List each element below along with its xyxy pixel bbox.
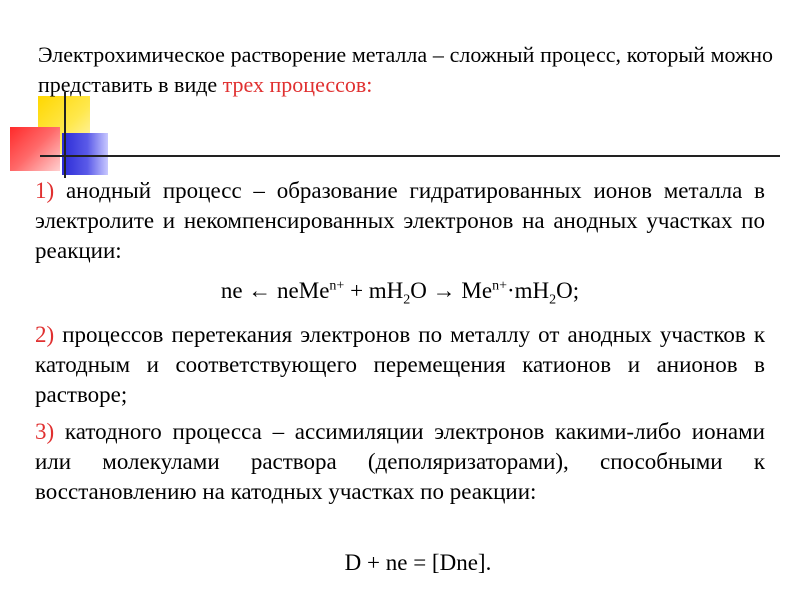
eq1-sub: 2 [549, 292, 557, 308]
intro-text: Электрохимическое растворение металла – сложный процесс, который можно представить в виде [38, 42, 773, 97]
equation-anodic [0, 276, 800, 306]
decor-vertical-line [64, 92, 66, 178]
eq1-part: ·mH [506, 278, 550, 303]
decor-blue-square [62, 133, 108, 175]
eq1-sup: n+ [492, 278, 507, 294]
eq1-part: + mH [344, 278, 404, 303]
item-3-paragraph [35, 417, 765, 507]
eq1-sub: 2 [403, 292, 411, 308]
intro-highlight: трех процессов: [222, 72, 373, 97]
item-3-number: 3) [35, 419, 55, 444]
item-1-paragraph [35, 176, 765, 266]
item-3-text: катодного процесса – ассимиляции электронов какими-либо ионами или молекулами раствора (деполяризаторами), способными к восстановлению на катодных участках по реакции: [35, 419, 765, 504]
decor-horizontal-line [40, 155, 780, 157]
item-2-number: 2) [35, 322, 55, 347]
item-2-text: процессов перетекания электронов по металлу от анодных участков к катодным и соответствующего перемещения катионов и анионов в растворе; [35, 322, 765, 407]
item-1-text: анодный процесс – образование гидратированных ионов металла в электролите и некомпенсированных электронов на анодных участках по реакции: [35, 178, 765, 263]
decor-red-square [10, 127, 60, 171]
eq1-part: O; [556, 278, 580, 303]
item-1-number: 1) [35, 178, 55, 203]
equation-cathodic: D + ne = [Dne]. [344, 550, 492, 575]
eq1-sup: n+ [329, 278, 345, 294]
eq1-part: ne ← neMe [220, 278, 330, 303]
eq1-part: O → Me [410, 278, 493, 303]
item-2-paragraph [35, 320, 765, 410]
intro-paragraph [38, 40, 773, 100]
